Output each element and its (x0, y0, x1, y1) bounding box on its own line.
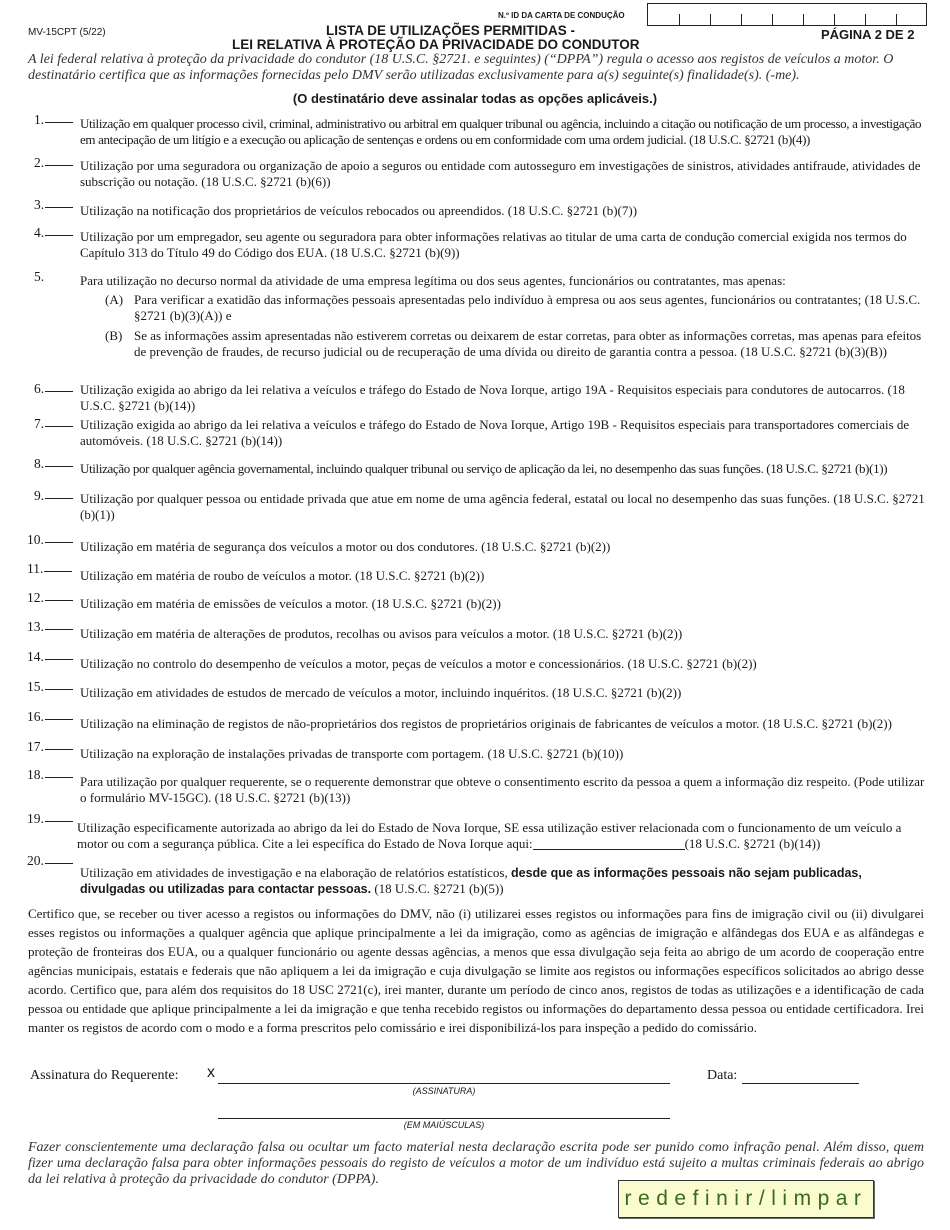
printed-name-input[interactable] (218, 1118, 670, 1119)
license-id-input[interactable] (647, 3, 927, 26)
item-checkbox-1[interactable] (34, 112, 73, 128)
item-text-18: Para utilização por qualquer requerente, se o requerente demonstrar que obteve o consentimento escrito da pessoa a quem a informação diz respeito. (Pode utilizar o formulário MV-15GC). (18 U.S.C. §2721 (b)(13)) (80, 774, 925, 805)
item-checkbox-9[interactable] (34, 488, 73, 504)
item-checkbox-10[interactable] (27, 532, 73, 548)
subitem-label: (B) (105, 328, 123, 343)
item-checkbox-15[interactable] (27, 679, 73, 695)
date-input[interactable] (742, 1083, 859, 1084)
item-text-12: Utilização em matéria de emissões de veículos a motor. (18 U.S.C. §2721 (b)(2)) (80, 596, 501, 611)
reset-clear-button[interactable]: redefinir/limpar (618, 1180, 874, 1218)
item-checkbox-19[interactable] (27, 811, 73, 827)
item-text-15: Utilização em atividades de estudos de mercado de veículos a motor, incluindo inquéritos. (18 U.S.C. §2721 (b)(2)) (80, 685, 682, 700)
item-citation: (18 U.S.C. §2721 (b)(14)) (684, 836, 821, 851)
item-5-subitem-a (105, 292, 925, 326)
item-number: 6. (34, 381, 45, 396)
item-checkbox-18[interactable] (27, 767, 73, 783)
item-checkbox-11[interactable] (27, 561, 72, 577)
item-text-19 (77, 820, 925, 852)
item-checkbox-8[interactable] (34, 456, 73, 472)
signature-x-mark: x (207, 1064, 215, 1081)
item-number: 15. (27, 679, 44, 694)
item-text: Utilização especificamente autorizada ao abrigo da lei do Estado de Nova Iorque, SE essa utilização estiver relacionada com o funcionamento de um veículo a motor ou com a segurança pública. Cite a lei específica do Estado de Nova Iorque aqui: (77, 820, 902, 851)
page-number: PÁGINA 2 DE 2 (821, 27, 915, 42)
item-checkbox-5[interactable] (34, 269, 44, 285)
signature-caption: (ASSINATURA) (412, 1086, 476, 1096)
printed-name-caption: (EM MAIÚSCULAS) (403, 1120, 485, 1130)
item-text-13: Utilização em matéria de alterações de produtos, recolhas ou avisos para veículos a motor. (18 U.S.C. §2721 (b)(2)) (80, 626, 683, 641)
instruction-text: (O destinatário deve assinalar todas as opções aplicáveis.) (292, 91, 658, 106)
item-text-16: Utilização na eliminação de registos de não-proprietários dos registos de proprietários originais de fabricantes de veículos a motor. (18 U.S.C. §2721 (b)(2)) (80, 716, 892, 731)
item-citation: (18 U.S.C. §2721 (b)(5)) (374, 881, 504, 896)
item-number: 1. (34, 112, 45, 127)
item-number: 8. (34, 456, 45, 471)
item-text-2: Utilização por uma seguradora ou organização de apoio a seguros ou entidade com autosseguro em investigações de sinistros, atividades antifraude, atividades de subscrição ou notação. (18 U.S.C. §2721 (b)(6)) (80, 158, 921, 189)
item-number: 4. (34, 225, 45, 240)
item-checkbox-7[interactable] (34, 416, 73, 432)
intro-text: A lei federal relativa à proteção da privacidade do condutor (18 U.S.C. §2721. e seguintes) (“DPPA”) regula o acesso aos registos de veículos a motor. O destinatário certifica que as informações fornecidas pelo DMV serão utilizadas exclusivamente para a(s) seguinte(s) finalidade(s). (-me). (28, 52, 894, 83)
item-5-subitem-b (105, 328, 925, 376)
item-checkbox-12[interactable] (27, 590, 73, 606)
item-text-17: Utilização na exploração de instalações privadas de transporte com portagem. (18 U.S.C. §2721 (b)(10)) (80, 746, 624, 761)
item-text-20 (80, 865, 925, 897)
certification-text: Certifico que, se receber ou tiver acesso a registos ou informações do DMV, não (i) utilizarei esses registos ou informações para fins de imigração civil ou (ii) divulgarei esses registos ou informações a qualquer agência que aplique principalmente a lei da imigração, como as agências de imigração e alfândegas dos EUA e as alfândegas e proteção de fronteiras dos EUA, ou a qualquer funcionário ou agente dessas agências, a menos que essa divulgação seja feita ao abrigo de um acordo de cooperação entre agências municipais, estatais e federais que não apliquem a lei da imigração e cuja divulgação se limite aos registos ou informações específicos solicitados ao abrigo desse acordo. Certifico que, para além dos requisitos do 18 USC 2721(c), irei manter, durante um período de cinco anos, registos de todas as utilizações e a identificação de cada pessoa ou entidade que aplique principalmente a lei da imigração e que tenha recebido registos ou informações do departamento dessa pessoa ou entidade certificadora. Irei manter os registos de acordo com o modo e a forma prescritos pelo comissário e irei disponibilizá-los para inspeção a pedido do comissário. (28, 906, 924, 1035)
item-number: 7. (34, 416, 45, 431)
item-checkbox-17[interactable] (27, 739, 73, 755)
item-text-1: Utilização em qualquer processo civil, criminal, administrativo ou arbitral em qualquer tribunal ou agência, incluindo a citação ou notificação de um processo, a investigação em antecipação de um litígio e a execução ou aplicação de sentenças e ordens ou em conformidade com uma ordem judicial. (18 U.S.C. §2721 (b)(4)) (80, 116, 922, 147)
state-law-input[interactable] (533, 837, 685, 850)
item-checkbox-2[interactable] (34, 155, 73, 171)
item-number: 17. (27, 739, 44, 754)
item-number: 9. (34, 488, 45, 503)
item-text-10: Utilização em matéria de segurança dos veículos a motor ou dos condutores. (18 U.S.C. §2721 (b)(2)) (80, 539, 611, 554)
page-title-line2: LEI RELATIVA À PROTEÇÃO DA PRIVACIDADE DO CONDUTOR (232, 37, 640, 52)
warning-text: Fazer conscientemente uma declaração falsa ou ocultar um facto material nesta declaração escrita pode ser punido como infração penal. Além disso, quem fizer uma declaração falsa para obter informações pessoais do registo de veículos a motor de um indivíduo está sujeito a multas criminais federais ao abrigo da lei relativa à proteção da privacidade do condutor (DPPA). (28, 1140, 924, 1187)
item-checkbox-6[interactable] (34, 381, 73, 397)
item-checkbox-4[interactable] (34, 225, 73, 241)
item-checkbox-13[interactable] (27, 619, 73, 635)
subitem-text: Para verificar a exatidão das informações pessoais apresentadas pelo indivíduo à empresa ou aos seus agentes, funcionários ou contratantes; (18 U.S.C. §2721 (b)(3)(A)) e (134, 292, 921, 323)
item-text: Utilização em atividades de investigação e na elaboração de relatórios estatísticos, (80, 865, 508, 880)
subitem-label: (A) (105, 292, 124, 307)
item-number: 3. (34, 197, 45, 212)
item-number: 10. (27, 532, 44, 547)
item-number: 13. (27, 619, 44, 634)
item-number: 12. (27, 590, 44, 605)
item-number: 18. (27, 767, 44, 782)
item-text-8: Utilização por qualquer agência governamental, incluindo qualquer tribunal ou serviço de aplicação da lei, no desempenho das suas funções. (18 U.S.C. §2721 (b)(1)) (80, 461, 888, 476)
item-text-3: Utilização na notificação dos proprietários de veículos rebocados ou apreendidos. (18 U.S.C. §2721 (b)(7)) (80, 203, 638, 218)
item-number: 5. (34, 269, 45, 284)
item-text-5: Para utilização no decurso normal da atividade de uma empresa legítima ou dos seus agentes, funcionários ou contratantes, mas apenas: (80, 273, 786, 288)
item-text-9: Utilização por qualquer pessoa ou entidade privada que atue em nome de uma agência federal, estatal ou local no desempenho das suas funções. (18 U.S.C. §2721 (b)(1)) (80, 491, 925, 522)
item-text-14: Utilização no controlo do desempenho de veículos a motor, peças de veículos a motor e concessionários. (18 U.S.C. §2721 (b)(2)) (80, 656, 757, 671)
item-text-6: Utilização exigida ao abrigo da lei relativa a veículos e tráfego do Estado de Nova Iorque, artigo 19A - Requisitos especiais para condutores de autocarros. (18 U.S.C. §2721 (b)(14)) (80, 382, 905, 413)
item-number: 20. (27, 853, 44, 868)
item-bold-text: desde que as informações pessoais não sejam publicadas, divulgadas ou utilizadas para contactar pessoas. (80, 866, 862, 896)
item-text-4: Utilização por um empregador, seu agente ou seguradora para obter informações relativas ao titular de uma carta de condução comercial exigida nos termos do Capítulo 313 do Título 49 do Código dos EUA. (18 U.S.C. §2721 (b)(9)) (80, 229, 907, 260)
item-text-7: Utilização exigida ao abrigo da lei relativa a veículos e tráfego do Estado de Nova Iorque, Artigo 19B - Requisitos especiais para transportadores comerciais de automóveis. (18 U.S.C. §2721 (b)(14)) (80, 417, 910, 448)
license-id-label: N.º ID DA CARTA DE CONDUÇÃO (498, 11, 625, 20)
item-checkbox-20[interactable] (27, 853, 73, 869)
item-checkbox-16[interactable] (27, 709, 73, 725)
item-checkbox-3[interactable] (34, 197, 73, 213)
item-text-11: Utilização em matéria de roubo de veículos a motor. (18 U.S.C. §2721 (b)(2)) (80, 568, 485, 583)
item-number: 2. (34, 155, 45, 170)
subitem-text: Se as informações assim apresentadas não estiverem corretas ou deixarem de estar corretas, para obter as informações corretas, mas apenas para efeitos de prevenção de fraudes, de recurso judicial ou de recuperação de uma dívida ou direito de garantia contra a pessoa. (18 U.S.C. §2721 (b)(3)(B)) (134, 328, 922, 359)
page-title-line1: LISTA DE UTILIZAÇÕES PERMITIDAS - (326, 23, 575, 38)
item-number: 16. (27, 709, 44, 724)
item-number: 11. (27, 561, 44, 576)
signature-label: Assinatura do Requerente: (30, 1068, 179, 1083)
item-number: 14. (27, 649, 44, 664)
item-number: 19. (27, 811, 44, 826)
date-label: Data: (707, 1068, 738, 1083)
form-code: MV-15CPT (5/22) (28, 27, 106, 38)
signature-input[interactable] (218, 1083, 670, 1084)
item-checkbox-14[interactable] (27, 649, 73, 665)
